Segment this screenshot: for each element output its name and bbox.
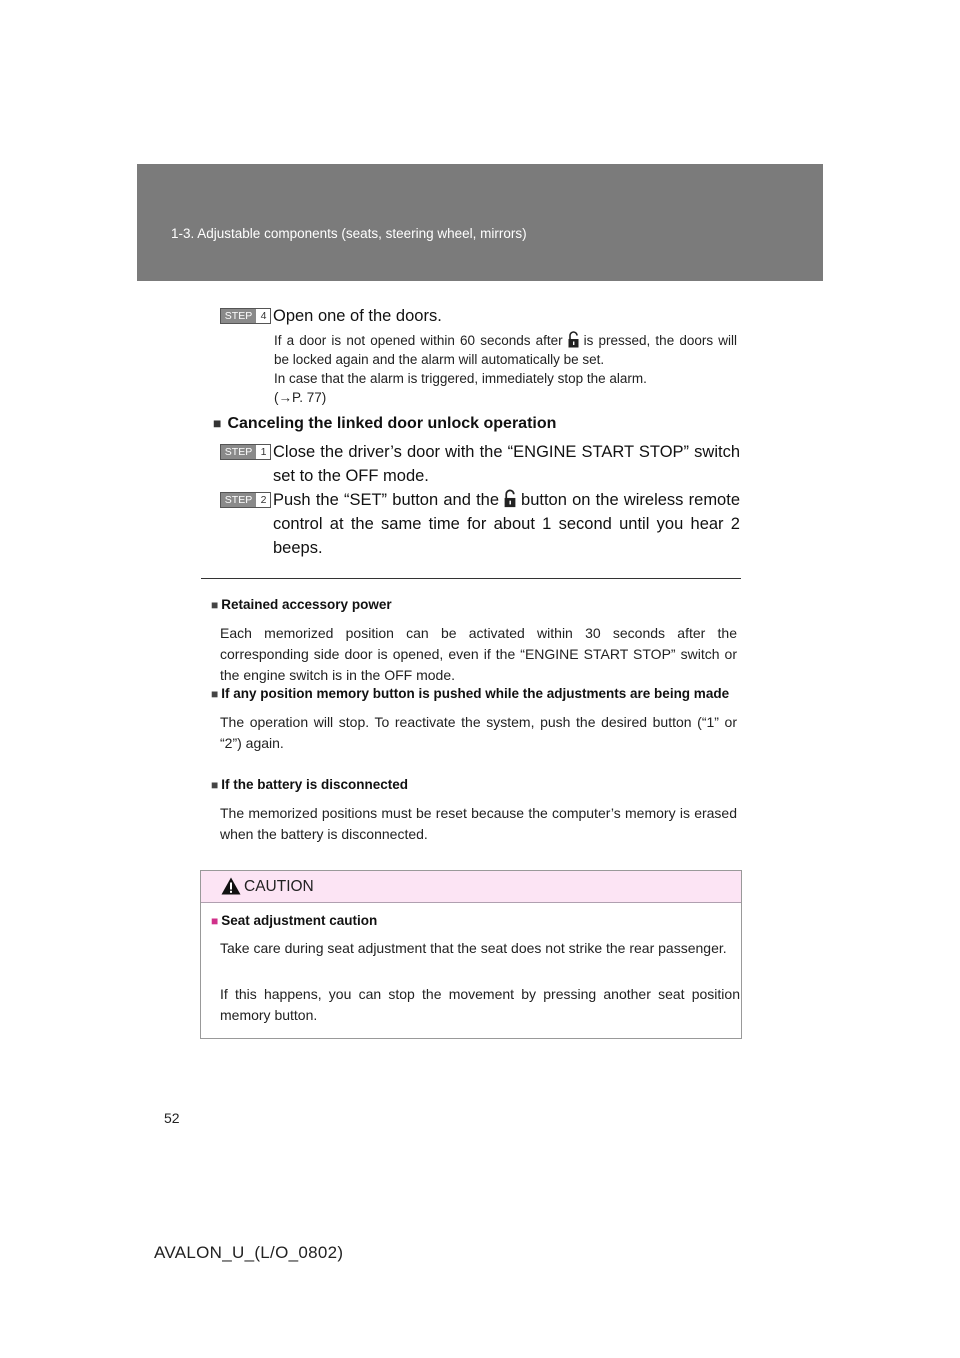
step-badge-number: 2 [257,493,270,507]
warning-triangle-icon [221,877,241,895]
note-title: Retained accessory power [221,597,392,612]
step-badge-number: 4 [257,309,270,323]
unlock-icon [503,489,517,508]
step-badge-word: STEP [221,493,257,507]
note-alarm-text: In case that the alarm is triggered, immediately stop the alarm. [274,371,647,386]
footer-code: AVALON_U_(L/O_0802) [154,1243,344,1262]
note-button-pushed [211,684,737,754]
note-body: The operation will stop. To reactivate the system, push the desired button (“1” or “2”) again. [220,714,737,751]
note-heading [211,684,737,704]
caution-box [200,870,742,1039]
step-4 [220,304,740,328]
step-text-pre: Push the “SET” button and the [273,491,500,509]
page-reference: (→P. 77) [274,390,327,405]
subhead-canceling [213,415,556,433]
square-bullet-icon: ■ [213,415,222,431]
note-heading [211,595,737,615]
step-text-post: button on the wireless remote control at the same time for about 1 second until you hear 2 beeps. [273,491,740,557]
caution-label: CAUTION [244,878,314,895]
caution-title: Seat adjustment caution [221,913,378,928]
step-text [273,488,740,560]
step-badge [220,308,271,324]
note-text-post: is pressed, the doors will be locked again and the alarm will automatically be set. [274,333,737,367]
note-heading [211,775,737,795]
square-bullet-icon: ■ [211,914,219,928]
step-badge [220,492,271,508]
note-retained-power [211,595,737,686]
caution-body-2: If this happens, you can stop the movement by pressing another seat position memory button. [220,986,740,1023]
step-text: Close the driver’s door with the “ENGINE START STOP” switch set to the OFF mode. [273,443,740,485]
caution-header [201,871,741,903]
page-number: 52 [164,1110,180,1126]
section-divider [201,578,741,579]
note-text-pre: If a door is not opened within 60 seconds after [274,333,563,348]
unlock-icon [567,331,580,348]
caution-heading [211,913,377,928]
step-badge-word: STEP [221,445,257,459]
note-battery [211,775,737,845]
subhead-title: Canceling the linked door unlock operation [227,415,557,432]
note-body: Each memorized position can be activated within 30 seconds after the corresponding side door is opened, even if the “ENGINE START STOP” switch or the engine switch is in the OFF mode. [220,625,737,683]
caution-body-1: Take care during seat adjustment that the seat does not strike the rear passenger. [220,940,727,956]
step-4-note [274,331,737,407]
step-2 [220,488,740,560]
note-title: If the battery is disconnected [221,777,409,792]
step-badge-word: STEP [221,309,257,323]
note-body: The memorized positions must be reset because the computer’s memory is erased when the battery is disconnected. [220,805,737,842]
square-bullet-icon: ■ [211,598,219,612]
square-bullet-icon: ■ [211,778,219,792]
section-title: 1-3. Adjustable components (seats, steering wheel, mirrors) [171,226,527,241]
note-title: If any position memory button is pushed while the adjustments are being made [221,686,730,701]
step-badge [220,444,271,460]
square-bullet-icon: ■ [211,687,219,701]
step-1 [220,440,740,488]
step-text: Open one of the doors. [273,307,442,325]
section-header-band [137,164,823,281]
step-badge-number: 1 [257,445,270,459]
